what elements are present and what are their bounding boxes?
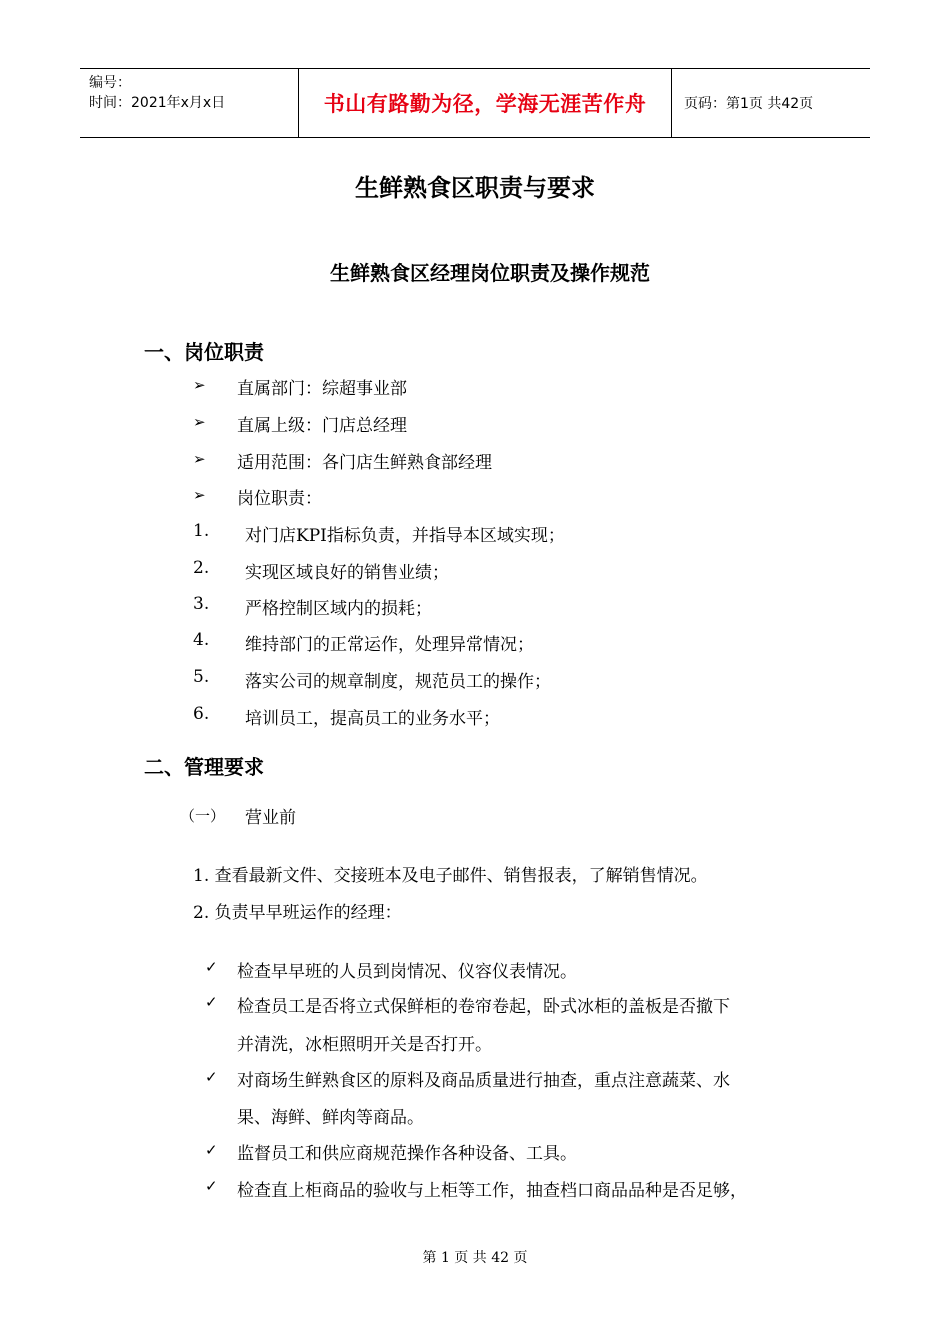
page-footer: 第 1 页 共 42 页	[422, 1250, 528, 1266]
document-header	[80, 68, 870, 138]
list-number: 3.	[193, 594, 210, 614]
check-item: 对商场生鲜熟食区的原料及商品质量进行抽查，重点注意蔬菜、水	[237, 1071, 730, 1091]
list-item: 维持部门的正常运作，处理异常情况；	[245, 635, 534, 655]
list-number: 4.	[193, 630, 210, 650]
step-item: 2. 负责早早班运作的经理：	[193, 903, 402, 923]
check-item: 检查直上柜商品的验收与上柜等工作，抽查档口商品品种是否足够，	[237, 1181, 747, 1201]
arrow-bullet-icon: ➢	[193, 376, 206, 394]
list-item: 培训员工，提高员工的业务水平；	[245, 709, 500, 729]
header-meta	[80, 69, 299, 137]
document-subtitle: 生鲜熟食区经理岗位职责及操作规范	[330, 261, 650, 285]
sub-heading-number: （一）	[180, 807, 226, 825]
list-number: 1.	[193, 521, 210, 541]
check-item: 监督员工和供应商规范操作各种设备、工具。	[237, 1144, 577, 1164]
arrow-bullet-icon: ➢	[193, 450, 206, 468]
checkmark-icon: ✓	[205, 993, 218, 1011]
checkmark-icon: ✓	[205, 958, 218, 976]
list-number: 6.	[193, 704, 210, 724]
check-item-continuation: 果、海鲜、鲜肉等商品。	[237, 1108, 424, 1128]
section-heading-management: 二、管理要求	[144, 755, 264, 779]
list-number: 5.	[193, 667, 210, 687]
check-item: 检查早早班的人员到岗情况、仪容仪表情况。	[237, 962, 577, 982]
section-heading-duties: 一、岗位职责	[144, 340, 264, 364]
arrow-bullet-icon: ➢	[193, 486, 206, 504]
checkmark-icon: ✓	[205, 1068, 218, 1086]
step-item: 1. 查看最新文件、交接班本及电子邮件、销售报表，了解销售情况。	[193, 866, 708, 886]
list-item: 适用范围：各门店生鲜熟食部经理	[237, 453, 492, 473]
check-item-continuation: 并清洗，冰柜照明开关是否打开。	[237, 1035, 492, 1055]
header-page-info: 页码：第1页 共42页	[684, 96, 814, 112]
list-item: 直属上级：门店总经理	[237, 416, 407, 436]
list-item: 直属部门：综超事业部	[237, 379, 407, 399]
list-item: 实现区域良好的销售业绩；	[245, 563, 449, 583]
arrow-bullet-icon: ➢	[193, 413, 206, 431]
list-number: 2.	[193, 558, 210, 578]
list-item: 岗位职责：	[237, 489, 322, 509]
list-item: 严格控制区域内的损耗；	[245, 599, 432, 619]
document-title: 生鲜熟食区职责与要求	[355, 174, 595, 202]
checkmark-icon: ✓	[205, 1177, 218, 1195]
checkmark-icon: ✓	[205, 1141, 218, 1159]
list-item: 落实公司的规章制度，规范员工的操作；	[245, 672, 551, 692]
check-item: 检查员工是否将立式保鲜柜的卷帘卷起，卧式冰柜的盖板是否撤下	[237, 997, 730, 1017]
header-number: 编号：	[89, 75, 131, 91]
list-item: 对门店KPI指标负责，并指导本区域实现；	[245, 526, 565, 546]
sub-heading: 营业前	[245, 808, 296, 828]
header-time: 时间：2021年x月x日	[89, 95, 226, 111]
header-motto: 书山有路勤为径，学海无涯苦作舟	[299, 69, 672, 137]
